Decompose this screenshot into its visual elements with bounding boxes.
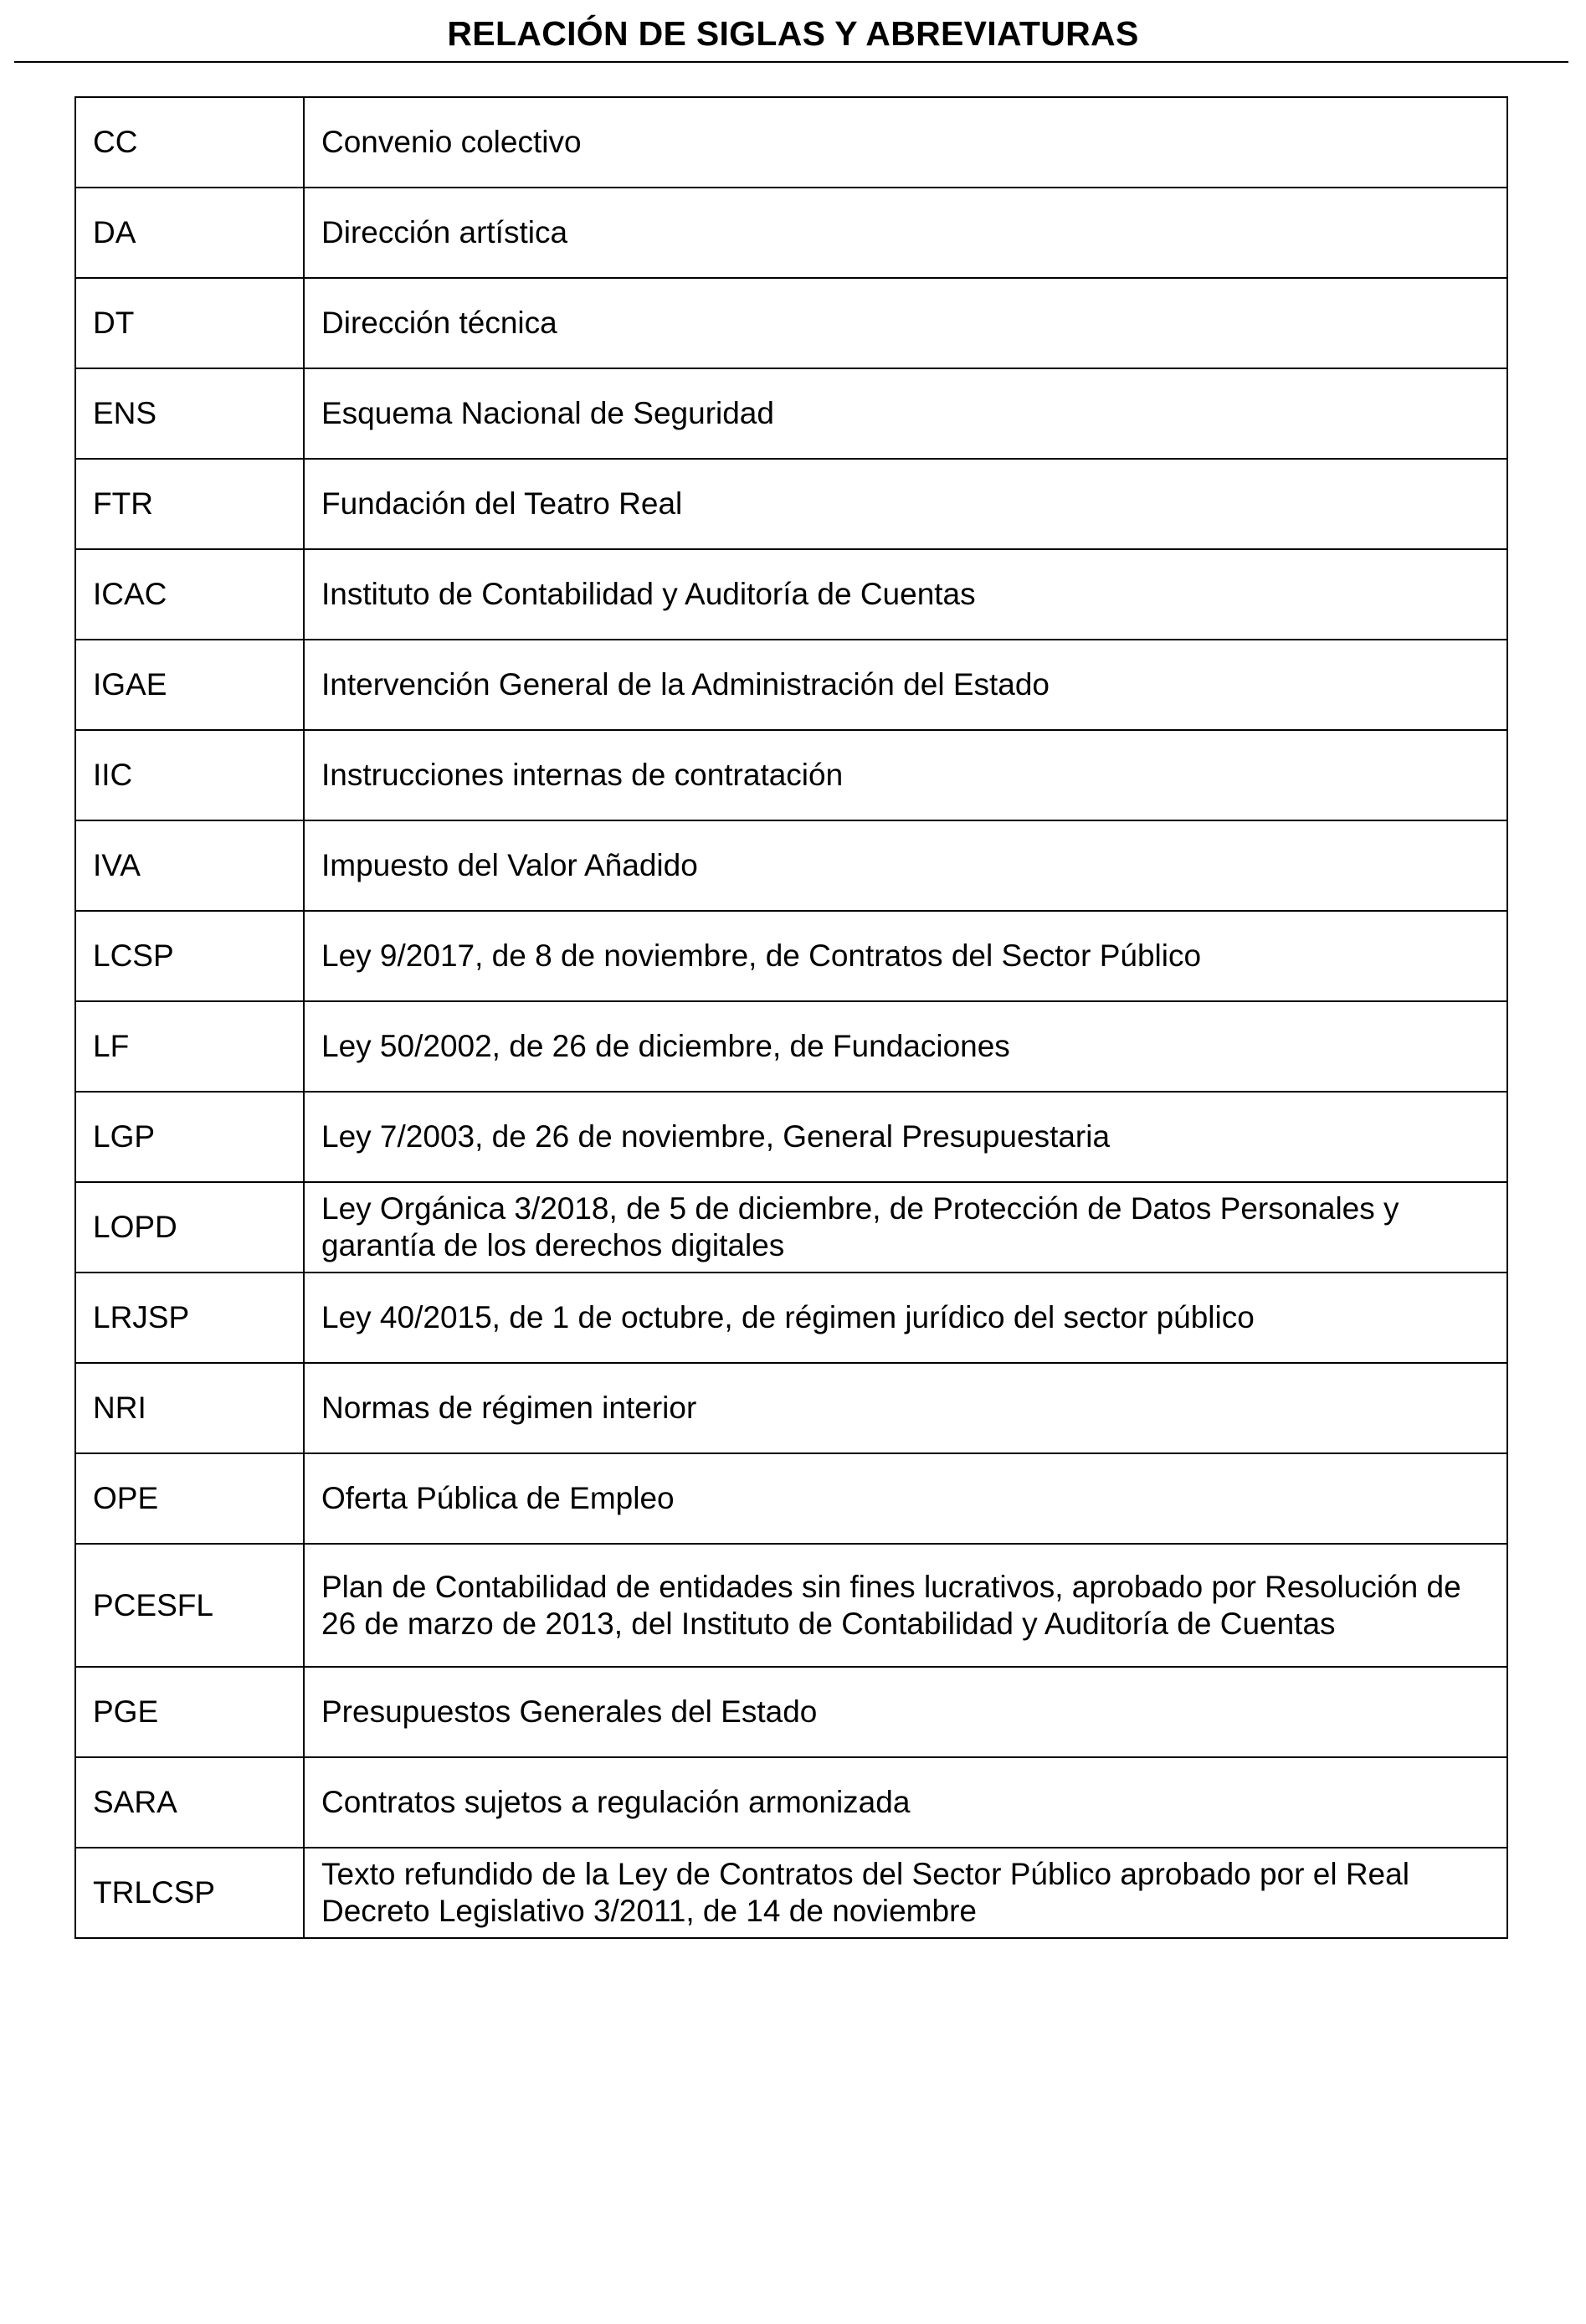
table-row: [75, 820, 1507, 911]
table-row: [75, 911, 1507, 1001]
title-divider: [14, 61, 1568, 63]
meaning-cell: Ley 9/2017, de 8 de noviembre, de Contratos del Sector Público: [304, 911, 1507, 1001]
table-row: [75, 1453, 1507, 1544]
meaning-cell: Dirección técnica: [304, 278, 1507, 368]
meaning-cell: Texto refundido de la Ley de Contratos del Sector Público aprobado por el Real Decreto Legislativo 3/2011, de 14 de noviembre: [304, 1848, 1507, 1938]
table-row: [75, 1667, 1507, 1757]
table-row: [75, 1757, 1507, 1848]
table-row: [75, 188, 1507, 278]
abbreviation-cell: DA: [75, 188, 304, 278]
abbreviation-cell: LCSP: [75, 911, 304, 1001]
meaning-cell: Ley 50/2002, de 26 de diciembre, de Fundaciones: [304, 1001, 1507, 1092]
table-row: [75, 368, 1507, 459]
table-row: [75, 1363, 1507, 1453]
table-row: [75, 1001, 1507, 1092]
abbreviation-cell: LRJSP: [75, 1273, 304, 1363]
table-row: [75, 97, 1507, 188]
meaning-cell: Fundación del Teatro Real: [304, 459, 1507, 549]
table-row: [75, 549, 1507, 640]
abbreviation-cell: PCESFL: [75, 1544, 304, 1667]
meaning-cell: Ley Orgánica 3/2018, de 5 de diciembre, de Protección de Datos Personales y garantía de los derechos digitales: [304, 1182, 1507, 1273]
abbreviation-cell: ICAC: [75, 549, 304, 640]
abbreviation-cell: ENS: [75, 368, 304, 459]
abbreviation-cell: PGE: [75, 1667, 304, 1757]
table-row: [75, 1182, 1507, 1273]
abbreviation-cell: SARA: [75, 1757, 304, 1848]
page-title: RELACIÓN DE SIGLAS Y ABREVIATURAS: [447, 14, 1139, 53]
abbreviation-cell: NRI: [75, 1363, 304, 1453]
abbreviation-cell: IGAE: [75, 640, 304, 730]
abbreviation-cell: LOPD: [75, 1182, 304, 1273]
abbreviations-table: [74, 96, 1508, 1939]
meaning-cell: Intervención General de la Administración del Estado: [304, 640, 1507, 730]
meaning-cell: Oferta Pública de Empleo: [304, 1453, 1507, 1544]
meaning-cell: Ley 40/2015, de 1 de octubre, de régimen jurídico del sector público: [304, 1273, 1507, 1363]
meaning-cell: Normas de régimen interior: [304, 1363, 1507, 1453]
meaning-cell: Convenio colectivo: [304, 97, 1507, 188]
abbreviation-cell: TRLCSP: [75, 1848, 304, 1938]
meaning-cell: Instrucciones internas de contratación: [304, 730, 1507, 820]
abbreviation-cell: FTR: [75, 459, 304, 549]
abbreviation-cell: DT: [75, 278, 304, 368]
meaning-cell: Esquema Nacional de Seguridad: [304, 368, 1507, 459]
meaning-cell: Plan de Contabilidad de entidades sin fines lucrativos, aprobado por Resolución de 26 de marzo de 2013, del Instituto de Contabilidad y Auditoría de Cuentas: [304, 1544, 1507, 1667]
abbreviation-cell: OPE: [75, 1453, 304, 1544]
meaning-cell: Instituto de Contabilidad y Auditoría de Cuentas: [304, 549, 1507, 640]
table-row: [75, 278, 1507, 368]
abbreviation-cell: LGP: [75, 1092, 304, 1182]
meaning-cell: Presupuestos Generales del Estado: [304, 1667, 1507, 1757]
table-row: [75, 1092, 1507, 1182]
table-row: [75, 640, 1507, 730]
table-row: [75, 1544, 1507, 1667]
abbreviation-cell: IVA: [75, 820, 304, 911]
abbreviation-cell: IIC: [75, 730, 304, 820]
table-row: [75, 1848, 1507, 1938]
table-row: [75, 1273, 1507, 1363]
abbreviation-cell: CC: [75, 97, 304, 188]
meaning-cell: Contratos sujetos a regulación armonizada: [304, 1757, 1507, 1848]
table-row: [75, 730, 1507, 820]
meaning-cell: Ley 7/2003, de 26 de noviembre, General Presupuestaria: [304, 1092, 1507, 1182]
meaning-cell: Impuesto del Valor Añadido: [304, 820, 1507, 911]
meaning-cell: Dirección artística: [304, 188, 1507, 278]
table-row: [75, 459, 1507, 549]
abbreviation-cell: LF: [75, 1001, 304, 1092]
